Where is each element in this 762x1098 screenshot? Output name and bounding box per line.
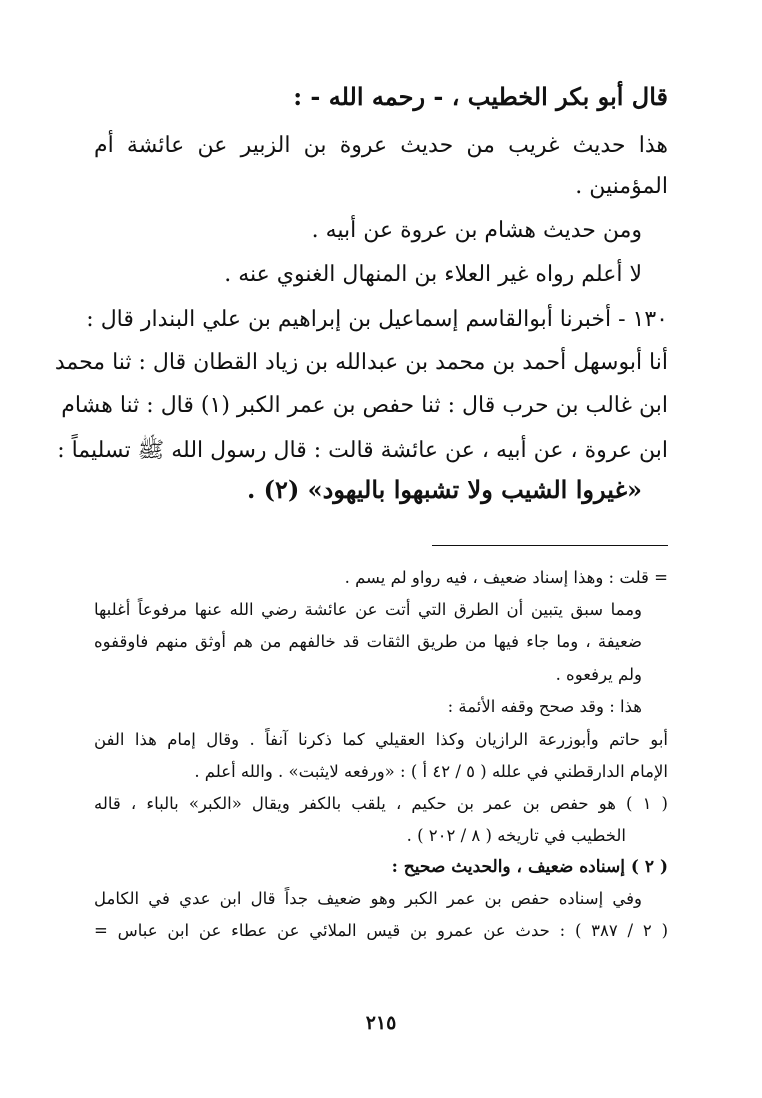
footnote-line: ومما سبق يتبين أن الطرق التي أتت عن عائشة رضي الله عنها مرفوعاً أغلبها [94, 600, 642, 619]
footnote-line: ولم يرفعوه . [555, 665, 642, 684]
footnote-divider [432, 545, 668, 546]
paragraph-line: ومن حديث هشام بن عروة عن أبيه . [311, 218, 642, 243]
paragraph-line: لا أعلم رواه غير العلاء بن المنهال الغنوي عنه . [224, 262, 642, 287]
hadith-text: «غيروا الشيب ولا تشبهوا باليهود» (٢) . [246, 475, 642, 504]
isnad-line: ابن غالب بن حرب قال : ثنا حفص بن عمر الكبر (١) قال : ثنا هشام [61, 393, 668, 418]
footnote-line: هذا : وقد صحح وقفه الأئمة : [447, 697, 642, 716]
section-heading: قال أبو بكر الخطيب ، - رحمه الله - : [293, 82, 668, 111]
footnote-line: أبو حاتم وأبوزرعة الرازيان وكذا العقيلي كما ذكرنا آنفاً . وقال إمام هذا الفن [94, 730, 668, 749]
footnote-line: ضعيفة ، وما جاء فيها من طريق الثقات قد خالفهم من هم أوثق منهم فاوقفوه [94, 632, 642, 651]
footnote-line: ( ٢ / ٣٨٧ ) : حدث عن عمرو بن قيس الملائي عن عطاء عن ابن عباس = [94, 921, 669, 940]
footnote-1: ( ١ ) هو حفص بن عمر بن حكيم ، يلقب بالكفر ويقال «الكبر» بالباء ، قاله [94, 794, 668, 813]
isnad-line: أنا أبوسهل أحمد بن محمد بن عبدالله بن زياد القطان قال : ثنا محمد [54, 350, 668, 375]
footnote-line: الإمام الدارقطني في علله ( ٥ / ٤٢ أ ) : «ورفعه لايثبت» . والله أعلم . [194, 762, 668, 781]
isnad-line: ابن عروة ، عن أبيه ، عن عائشة قالت : قال رسول الله ﷺ تسليماً : [57, 438, 668, 463]
page-number: ٢١٥ [365, 1012, 397, 1034]
footnote-line: وفي إسناده حفص بن عمر الكبر وهو ضعيف جداً قال ابن عدي في الكامل [94, 889, 642, 908]
footnote-line: = قلت : وهذا إسناد ضعيف ، فيه رواو لم يسم . [344, 568, 668, 587]
isnad-line: ١٣٠ - أخبرنا أبوالقاسم إسماعيل بن إبراهيم بن علي البندار قال : [86, 307, 668, 332]
paragraph-line: المؤمنين . [575, 174, 668, 199]
paragraph-line: هذا حديث غريب من حديث عروة بن الزبير عن عائشة أم [94, 133, 668, 158]
footnote-line: الخطيب في تاريخه ( ٨ / ٢٠٢ ) . [406, 826, 626, 845]
footnote-2: ( ٢ ) إسناده ضعيف ، والحديث صحيح : [391, 857, 668, 877]
